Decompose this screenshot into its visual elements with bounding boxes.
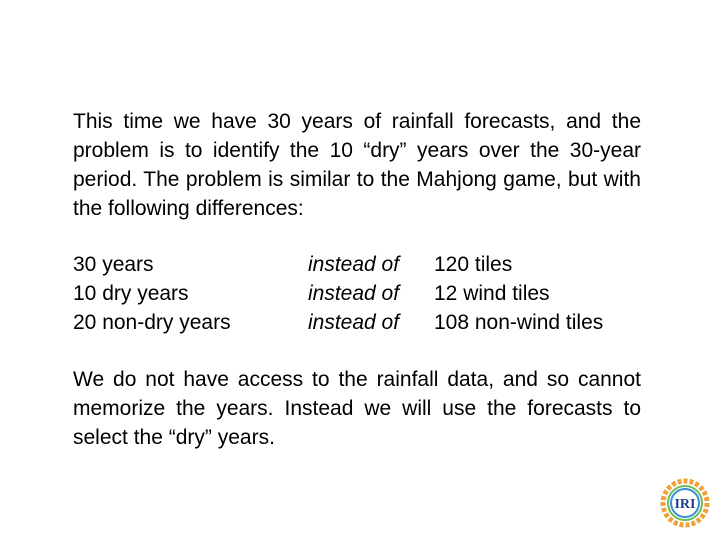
comparison-connector: instead of xyxy=(308,311,400,334)
comparison-connector: instead of xyxy=(308,253,400,276)
comparison-right: 120 tiles xyxy=(434,253,513,276)
comparison-list xyxy=(73,250,641,337)
iri-logo-svg xyxy=(660,478,710,528)
comparison-row xyxy=(73,279,641,308)
comparison-left: 10 dry years xyxy=(73,282,189,305)
iri-logo-icon xyxy=(660,478,710,528)
comparison-right: 12 wind tiles xyxy=(434,282,550,305)
comparison-connector: instead of xyxy=(308,282,400,305)
intro-paragraph: This time we have 30 years of rainfall forecasts, and the problem is to identify the 10 “dry” years over the 30-year period. The problem is similar to the Mahjong game, but with the following differences: xyxy=(73,110,641,220)
comparison-row xyxy=(73,250,641,279)
logo-text: IRI xyxy=(674,497,696,512)
comparison-left: 20 non-dry years xyxy=(73,311,231,334)
comparison-row xyxy=(73,308,641,337)
outro-paragraph: We do not have access to the rainfall data, and so cannot memorize the years. Instead we will use the forecasts to select the “dry” years. xyxy=(73,368,641,449)
comparison-right: 108 non-wind tiles xyxy=(434,311,604,334)
comparison-left: 30 years xyxy=(73,253,154,276)
